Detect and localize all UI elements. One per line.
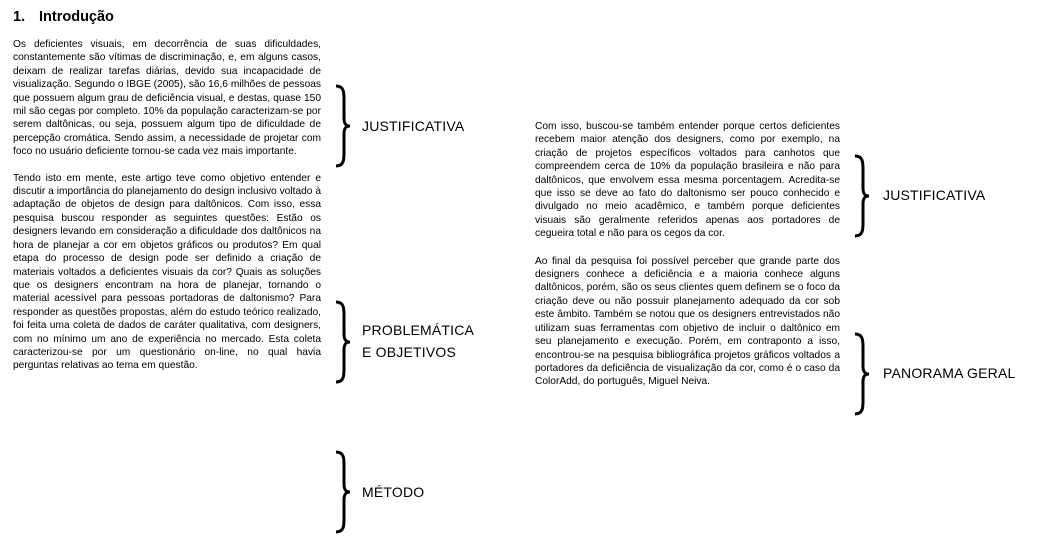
intro-paragraph-3: Com isso, buscou-se também entender porque certos deficientes recebem maior atenção dos designers, como por exemplo, na criação de projetos específicos voltados para canhotos que compreendem cerca de 10% da população brasileira e não para daltônicos, que envolvem essa mesma porcentagem. Acredita-se que isso se deve ao fato do daltonismo ser pouco conhecido e divulgado no meio acadêmico, e também porque deficientes visuais são geralmente referidos apenas aos portadores de cegueira total e não para os cegos da cor.: [535, 121, 840, 240]
label-justificativa-right: JUSTIFICATIVA: [883, 187, 986, 203]
section-title: Introdução: [39, 9, 114, 25]
section-heading: [13, 9, 114, 25]
label-justificativa-left: JUSTIFICATIVA: [362, 118, 465, 134]
label-metodo: MÉTODO: [362, 484, 425, 500]
left-text-column: [13, 38, 321, 373]
intro-paragraph-2: Tendo isto em mente, este artigo teve como objetivo entender e discutir a importância do planejamento do design inclusivo voltado à adaptação de objetos de design para daltônicos. Com isso, essa pesquisa buscou responder as seguintes questões: Estão os designers levando em consideração a dificuldade dos daltônicos na hora de planejar a cor em objetos gráficos ou produtos? Em qual etapa do processo de design pode ser definido a criação de materiais voltados a deficientes visuais da cor? Quais as soluções que os designers encontram na hora de planejar, tornando o material acessível para pessoas portadoras de daltonismo? Para responder as questões propostas, além do estudo teórico realizado, foi feita uma coleta de dados de caráter qualitativa, com designers, com no mínimo um ano de experiência no mercado. Esta coleta caracterizou-se por um questionário on-line, no qual havia perguntas relativas ao tema em questão.: [13, 172, 321, 372]
label-problematica-line1: PROBLEMÁTICA: [362, 322, 475, 338]
label-problematica-line2: E OBJETIVOS: [362, 344, 456, 360]
section-number: 1.: [13, 9, 26, 25]
intro-paragraph-1: Os deficientes visuais, em decorrência de suas dificuldades, constantemente são vítimas de discriminação, e, em alguns casos, deixam de realizar tarefas diárias, devido sua incapacidade de visualização. Segundo o IBGE (2005), são 16,6 milhões de pessoas que possuem algum grau de deficiência visual, e destas, quase 150 mil são cegas por completo. 10% da população caracterizam-se por serem daltônicas, ou seja, possuem algum tipo de dificuldade de percepção cromática. Sendo assim, a necessidade de projetar com foco no usuário deficiente tornou-se cada vez mais importante.: [13, 39, 321, 158]
brace-justificativa-right: [852, 154, 872, 238]
brace-metodo: [333, 450, 353, 534]
label-problematica: [362, 319, 474, 363]
right-text-column: [535, 120, 840, 389]
brace-panorama: [852, 332, 872, 416]
label-panorama: PANORAMA GERAL: [883, 365, 1016, 381]
intro-paragraph-4: Ao final da pesquisa foi possível perceber que grande parte dos designers conhece a deficiência e a maioria conhece alguns daltônicos, porém, são os seus clientes quem definem se o foco da criação deve ou não possuir planejamento adequado da cor sob este âmbito. Também se notou que os designers entrevistados não utilizam suas ferramentas com objetivo de incluir o daltônico em seu planejamento e execução. Porém, em contraponto a isso, encontrou-se na pesquisa bibliográfica projetos gráficos voltados a portadores da deficiência de visualização da cor, como é o caso da ColorAdd, do português, Miguel Neiva.: [535, 255, 840, 388]
brace-justificativa-left: [333, 84, 353, 168]
brace-problematica: [333, 300, 353, 384]
